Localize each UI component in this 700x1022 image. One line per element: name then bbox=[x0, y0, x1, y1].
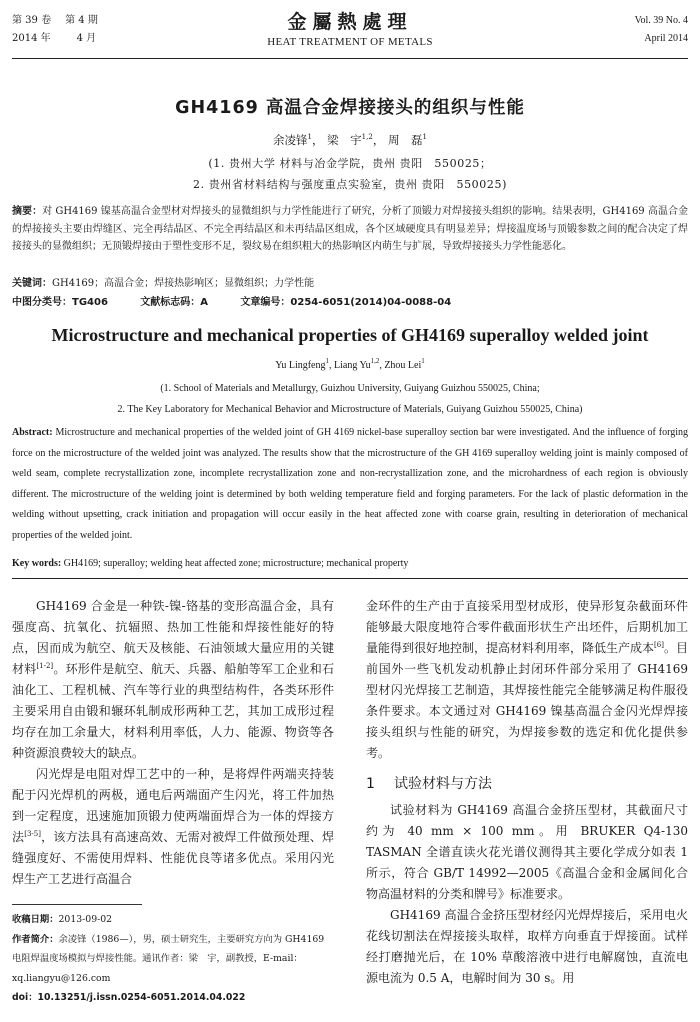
keywords-en-label: Key words: bbox=[12, 558, 62, 569]
footnote-rule bbox=[12, 904, 142, 905]
author-en: Zhou Lei bbox=[384, 360, 422, 371]
author-bio-label: 作者简介： bbox=[12, 933, 59, 945]
body-paragraph: 试验材料为 GH4169 高温合金挤压型材，其截面尺寸约为 40 mm × 100 mm。用 BRUKER Q4-130 TASMAN 全谱直读火花光谱仪测得其主要化学成分如表 1 所示，符合 GB/T 14992—2005《高温合金和金属间化合物高温材料的分类和牌号》标准要求。 bbox=[366, 803, 688, 901]
author-cn: 周 磊 bbox=[387, 133, 423, 147]
body-column-left bbox=[12, 596, 334, 890]
authors-en: Yu Lingfeng$^1$, Liang Yu$^{1,2}$, Zhou Lei$^1$ bbox=[275, 357, 425, 371]
affiliation-en-1: (1. School of Materials and Metallurgy, Guizhou University, Guiyang Guizhou 550025, China; bbox=[160, 383, 540, 394]
class-label: 中图分类号： bbox=[12, 297, 72, 308]
keywords-en bbox=[12, 558, 688, 569]
volume-en: Vol. 39 No. 4 bbox=[634, 15, 688, 26]
received-value: 2013-09-02 bbox=[58, 914, 113, 925]
footnote bbox=[12, 910, 334, 1008]
author-cn: 余凌锋 bbox=[273, 133, 308, 147]
body-paragraph bbox=[12, 596, 334, 764]
paragraph-text: 。目前国外一些飞机发动机静止封闭环件部分采用了 GH4169 型材闪光焊接工艺制造，其焊接性能完全能够满足构件服役条件要求。本文通过对 GH4169 镍基高温合金闪光焊焊接接头组织与性能的研究，为焊接参数的选定和优化提供参考。 bbox=[366, 641, 688, 760]
author-affiliation-mark: 1 bbox=[421, 357, 425, 365]
abstract-rule bbox=[12, 578, 688, 579]
paragraph-text: ，该方法具有高速高效、无需对被焊工件做预处理、焊缝强度好、不需使用焊料、性能优良等诸多优点。采用闪光焊生产工艺进行高温合 bbox=[12, 830, 334, 886]
abstract-cn bbox=[12, 203, 688, 256]
author-bio bbox=[12, 930, 334, 989]
section-heading bbox=[366, 772, 688, 796]
month-cn: 4 月 bbox=[76, 33, 97, 44]
paragraph-text: GH4169 合金是一种铁-镍-铬基的变形高温合金，具有强度高、抗氧化、抗辐照、热加工性能和焊接性能好的特点，因而成为航空、航天及核能、石油领域大量应用的关键材料 bbox=[12, 599, 334, 676]
paragraph-text: 闪光焊是电阻对焊工艺中的一种，是将焊件两端夹持装配于闪光焊机的两极，通电后两端面产生闪光，将工件加热到一定程度，迅速施加顶锻力使两端面焊合为一体的焊接方法 bbox=[12, 767, 334, 844]
author-affiliation-mark: 1,2 bbox=[361, 133, 373, 141]
paper-title-en: Microstructure and mechanical properties of GH4169 superalloy welded joint bbox=[51, 325, 649, 345]
class-value: TG406 bbox=[72, 297, 108, 308]
abstract-en-label: Abstract: bbox=[12, 427, 53, 438]
journal-name-en: HEAT TREATMENT OF METALS bbox=[267, 36, 433, 48]
header-journal bbox=[0, 10, 700, 48]
article-number-label: 文章编号： bbox=[240, 297, 291, 308]
journal-name-cn: 金屬熱處理 bbox=[287, 11, 413, 33]
author-en: Liang Yu bbox=[334, 360, 371, 371]
header-rule bbox=[12, 58, 688, 59]
issue-cn: 第 4 期 bbox=[65, 15, 98, 26]
classification-line bbox=[12, 294, 688, 312]
citation: [6] bbox=[654, 641, 664, 649]
doc-code-label: 文献标志码： bbox=[140, 297, 201, 308]
section-number: 1 bbox=[366, 776, 375, 792]
volume-cn: 第 39 卷 bbox=[12, 15, 52, 26]
abstract-cn-text: 对 GH4169 镍基高温合金型材对焊接头的显微组织与力学性能进行了研究，分析了顶锻力对焊接接头组织的影响。结果表明，GH4169 高温合金的焊接接头主要由焊缝区、完全再结晶区、不完全再结晶区和未再结晶区组成，各个区域硬度具有明显差异；焊接温度场与顶锻参数之间的配合决定了焊接接头的显微组织；无顶锻焊接由于塑性变形不足，裂纹易在组织粗大的热影响区内萌生与扩展，导致焊接接头力学性能恶化。 bbox=[12, 206, 688, 252]
affiliation-cn-2: 2. 贵州省材料结构与强度重点实验室，贵州 贵阳 550025) bbox=[193, 178, 507, 191]
author-affiliation-mark: 1,2 bbox=[370, 357, 380, 365]
paper-title-cn: GH4169 高温合金焊接接头的组织与性能 bbox=[175, 98, 525, 118]
doi-label: doi： bbox=[12, 992, 38, 1003]
citation: [3-5] bbox=[24, 830, 41, 838]
author-affiliation-mark: 1 bbox=[307, 133, 313, 141]
affiliation-cn-1: (1. 贵州大学 材料与冶金学院，贵州 贵阳 550025； bbox=[208, 157, 492, 170]
body-column-right bbox=[366, 596, 688, 989]
header-right bbox=[635, 12, 688, 48]
author-affiliation-mark: 1 bbox=[422, 133, 427, 141]
article-number-value: 0254-6051(2014)04-0088-04 bbox=[290, 297, 452, 308]
paragraph-text: 。环形件是航空、航天、兵器、船舶等军工企业和石油化工、工程机械、汽车等行业的典型结构件，各类环形件主要采用自由锻和辗环轧制成形两种工艺，其加工成形过程均存在加工余量大，材料利用率低，人力、能源、物资等各种资源浪费较大的缺点。 bbox=[12, 662, 334, 760]
received-date bbox=[12, 910, 334, 930]
abstract-en bbox=[12, 423, 688, 547]
section-title: 试验材料与方法 bbox=[394, 776, 492, 792]
author-en: Yu Lingfeng bbox=[275, 360, 326, 371]
author-bio-text: 余凌锋（1986—），男，硕士研究生，主要研究方向为 GH4169 电阻焊温度场模拟与焊接性能。通讯作者：梁 宇，副教授，E-mail：xq.liangyu@126.com bbox=[12, 933, 325, 984]
keywords-cn-text: GH4169；高温合金；焊接热影响区；显微组织；力学性能 bbox=[52, 278, 315, 289]
body-paragraph bbox=[366, 596, 688, 764]
doi-value: 10.13251/j.issn.0254-6051.2014.04.022 bbox=[37, 992, 246, 1003]
affiliation-en-2: 2. The Key Laboratory for Mechanical Behavior and Microstructure of Materials, Guiyang Guizhou 550025, China) bbox=[117, 404, 583, 415]
authors-cn: 余凌锋$^1$， 梁 宇$^{1,2}$， 周 磊$^1$ bbox=[273, 133, 427, 147]
author-cn: 梁 宇 bbox=[327, 133, 362, 147]
abstract-en-text: Microstructure and mechanical properties of the welded joint of GH 4169 nickel-base superalloy section bar were investigated. And the influence of forging force on the microstructure of the welded joint was analyzed. The results show that the microstructure of the GH 4169 superalloy welding joint is mainly composed of weld seam, complete recrystallization zone, incomplete recrystallization zone and non-recrystallization zone, and the microhardness of each region is obviously different. The microstructure of the welding joint is determined by both welding temperature field and forging parameters. For the lack of plastic deformation in the welding without upsetting, crack initiation and propagation will occur easily in the heat affected zone with coarse grain, resulting in deterioration of mechanical properties of the welded joint. bbox=[12, 427, 689, 541]
doc-code-value: A bbox=[200, 297, 209, 308]
abstract-cn-label: 摘要： bbox=[12, 206, 43, 217]
body-paragraph: GH4169 高温合金挤压型材经闪光焊焊接后，采用电火花线切割法在焊接接头取样，取样方向垂直于焊接面。试样经打磨抛光后，在 10% 草酸溶液中进行电解腐蚀，直流电源电流为 0.5 A，电解时间为 30 s。用 bbox=[366, 908, 688, 985]
keywords-en-text: GH4169; superalloy; welding heat affected zone; microstructure; mechanical property bbox=[63, 558, 409, 569]
date-en: April 2014 bbox=[644, 33, 688, 44]
year-cn: 2014 年 bbox=[12, 33, 51, 44]
paragraph-text: 金环件的生产由于直接采用型材成形，使异形复杂截面环件能够最大限度地符合零件截面形状生产出坯件，后期机加工量能得到很好地控制，提高材料利用率，降低生产成本 bbox=[366, 599, 688, 655]
citation: [1-2] bbox=[36, 662, 54, 670]
keywords-cn-label: 关键词： bbox=[12, 278, 52, 289]
keywords-cn bbox=[12, 275, 688, 293]
body-paragraph bbox=[12, 764, 334, 890]
received-label: 收稿日期： bbox=[12, 914, 59, 925]
doi-line bbox=[12, 988, 334, 1008]
author-affiliation-mark: 1 bbox=[325, 357, 329, 365]
